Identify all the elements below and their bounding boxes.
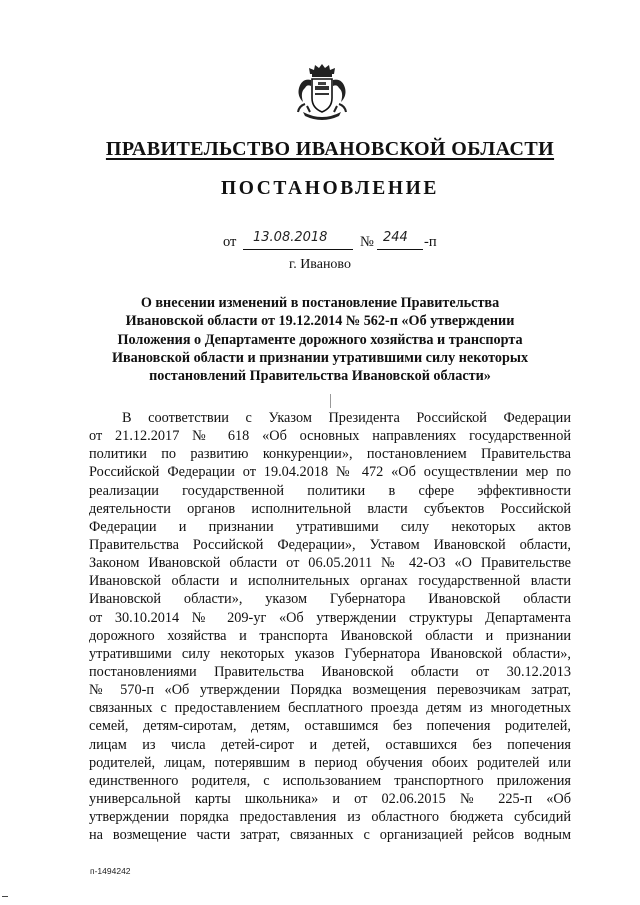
body-line: от 30.10.2014 № 209-уг «Об утверждении структуры Департамента bbox=[89, 609, 571, 626]
document-code: п-1494242 bbox=[90, 866, 131, 876]
body-line: политики по развитию конкуренции», постановлением Правительства bbox=[89, 446, 571, 463]
subject-line: Ивановской области от 19.12.2014 № 562-п «Об утверждении bbox=[125, 313, 515, 330]
body-line: единственного родителя, с использованием транспортного приложения bbox=[89, 772, 571, 789]
document-type-title: ПОСТАНОВЛЕНИЕ bbox=[220, 178, 440, 199]
coat-of-arms-icon bbox=[293, 62, 351, 122]
date-prefix: от bbox=[223, 234, 237, 250]
body-line: утратившими силу некоторых указов Губернатора Ивановской области», bbox=[89, 645, 571, 662]
body-line: В соответствии с Указом Президента Российской Федерации bbox=[122, 410, 571, 426]
margin-mark bbox=[330, 394, 331, 408]
body-line: на возмещение части затрат, связанных с организацией рейсов водным bbox=[89, 827, 571, 844]
subject-line: Положения о Департаменте дорожного хозяйства и транспорта bbox=[117, 331, 523, 348]
body-line: Российской Федерации от 19.04.2018 № 472 «Об осуществлении мер по bbox=[89, 464, 571, 481]
body-line: Федерации и признании утратившими силу некоторых актов bbox=[89, 518, 571, 535]
document-subject bbox=[80, 294, 560, 385]
body-line: от 21.12.2017 № 618 «Об основных направлениях государственной bbox=[89, 428, 571, 445]
subject-line: постановлений Правительства Ивановской области» bbox=[149, 368, 491, 385]
body-line: Правительства Российской Федерации», Уставом Ивановской области, bbox=[89, 536, 571, 553]
number-prefix: № bbox=[360, 234, 374, 250]
body-line: Ивановской области и исполнительных органах государственной власти bbox=[89, 573, 571, 590]
body-line: связанных с предоставлением бесплатного проезда детям из многодетных bbox=[89, 700, 571, 717]
city-line: г. Иваново bbox=[289, 257, 351, 272]
government-title: ПРАВИТЕЛЬСТВО ИВАНОВСКОЙ ОБЛАСТИ bbox=[105, 138, 555, 160]
subject-line: Ивановской области и признании утратившими силу некоторых bbox=[111, 349, 529, 366]
body-paragraph bbox=[89, 409, 571, 844]
handwritten-date: 13.08.2018 bbox=[253, 230, 328, 245]
number-suffix: -п bbox=[424, 234, 437, 250]
body-line: постановлениями Правительства Ивановской области от 30.12.2013 bbox=[89, 663, 571, 680]
body-line: деятельности органов исполнительной власти субъектов Российской bbox=[89, 500, 571, 517]
body-line: лицам из числа детей-сирот и детей, оставшихся без попечения bbox=[89, 736, 571, 753]
registration-line bbox=[205, 232, 465, 252]
body-line: Ивановской области», указом Губернатора Ивановской области bbox=[89, 591, 571, 608]
handwritten-number: 244 bbox=[383, 230, 408, 245]
body-line: № 570-п «Об утверждении Порядка возмещения перевозчикам затрат, bbox=[89, 682, 571, 699]
scan-edge-mark bbox=[2, 896, 8, 897]
date-underline bbox=[243, 249, 353, 250]
body-line: дорожного хозяйства и транспорта Ивановской области и признании bbox=[89, 627, 571, 644]
number-underline bbox=[377, 249, 423, 250]
body-line: утверждении порядка предоставления из областного бюджета субсидий bbox=[89, 809, 571, 826]
body-line: реализации государственной политики в сфере эффективности bbox=[89, 482, 571, 499]
subject-line: О внесении изменений в постановление Правительства bbox=[140, 295, 500, 311]
body-line: универсальной карты школьника» и от 02.06.2015 № 225-п «Об bbox=[89, 790, 571, 807]
body-line: Законом Ивановской области от 06.05.2011 № 42-ОЗ «О Правительстве bbox=[89, 555, 571, 572]
body-line: родителей, лицам, потерявшим в период обучения обоих родителей или bbox=[89, 754, 571, 771]
body-line: семей, детям-сиротам, детям, оставшимся без попечения родителей, bbox=[89, 718, 571, 735]
